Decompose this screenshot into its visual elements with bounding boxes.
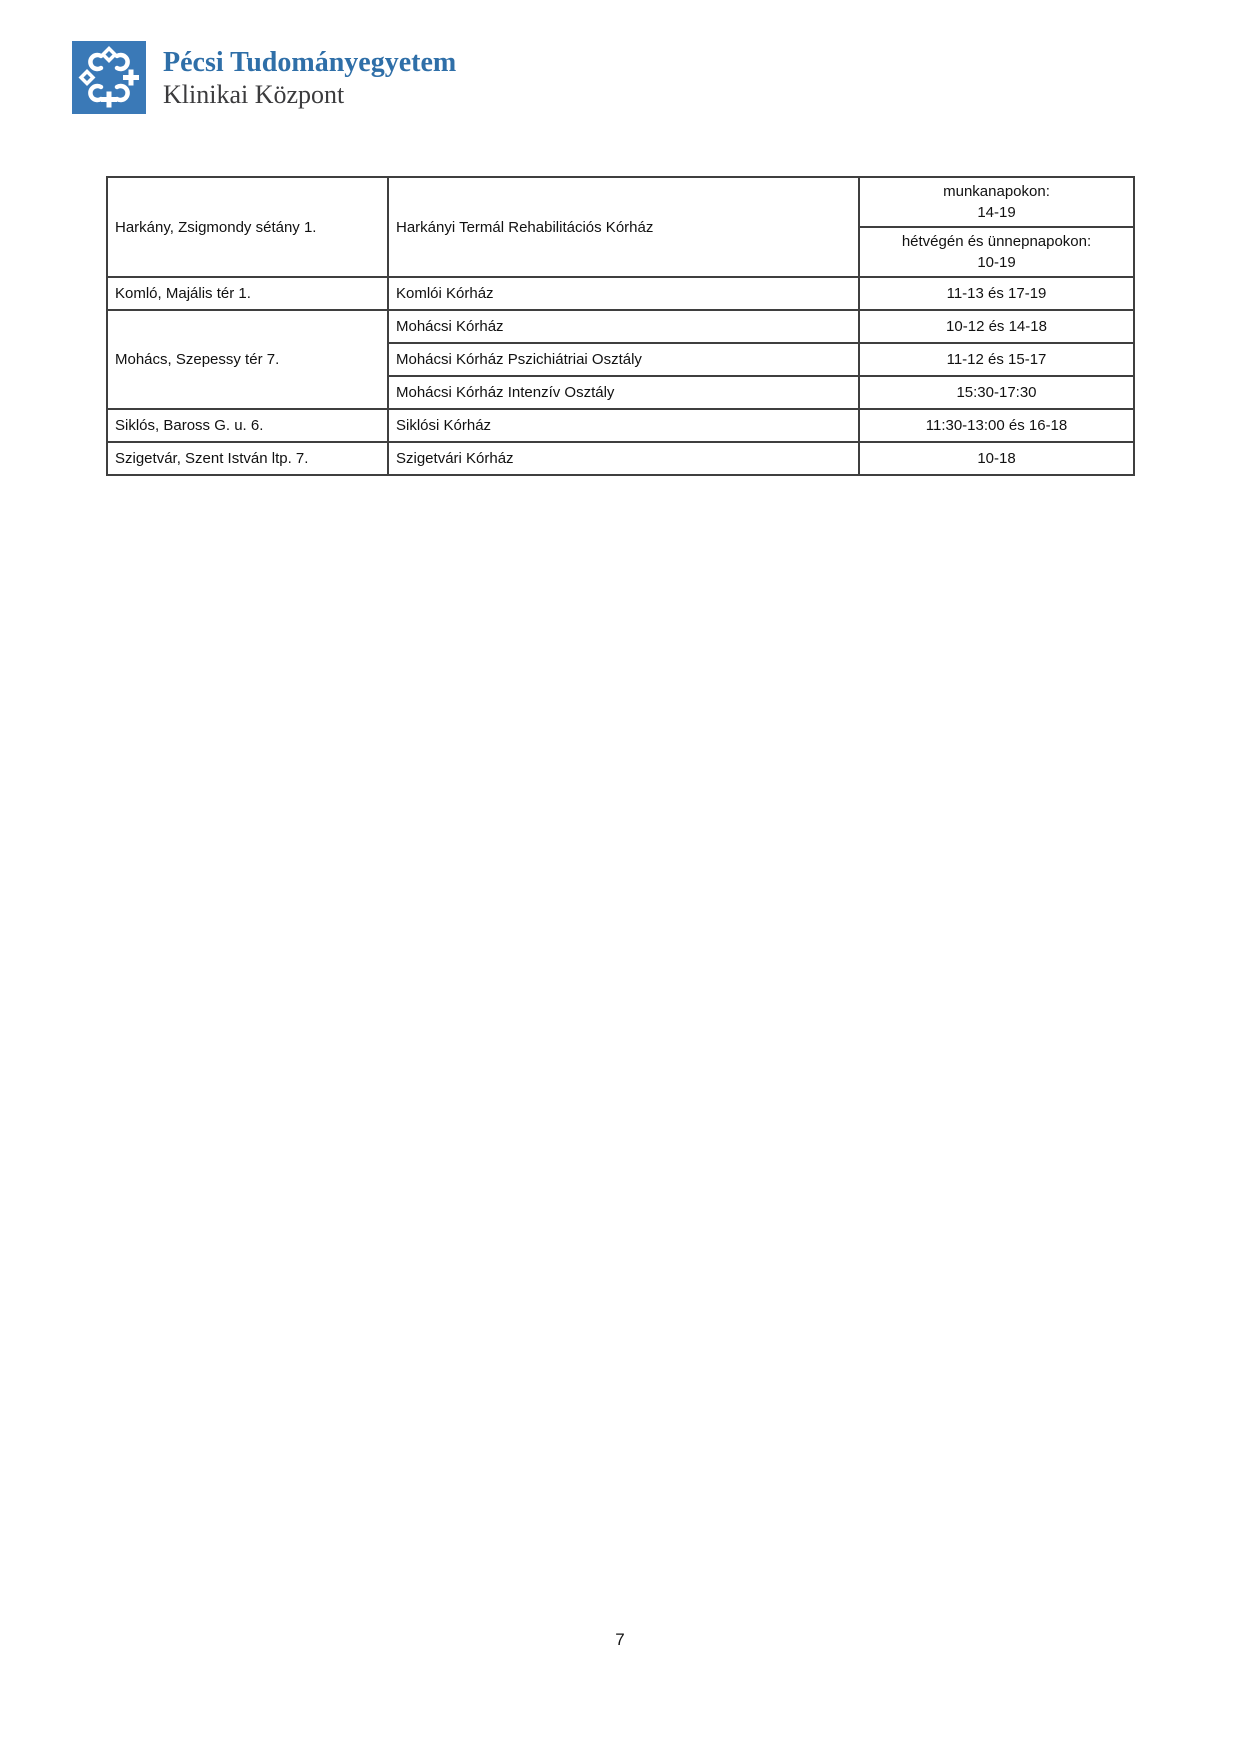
page-number: 7 xyxy=(615,1630,625,1649)
table-row xyxy=(107,310,1134,343)
address-cell: Mohács, Szepessy tér 7. xyxy=(107,310,388,409)
address-cell: Siklós, Baross G. u. 6. xyxy=(107,409,388,442)
address-cell: Komló, Majális tér 1. xyxy=(107,277,388,310)
table-row xyxy=(107,442,1134,475)
hospital-hours-table-body xyxy=(107,177,1134,475)
hours-cell: 11-12 és 15-17 xyxy=(859,343,1134,376)
hours-cell xyxy=(859,227,1134,277)
address-cell: Harkány, Zsigmondy sétány 1. xyxy=(107,177,388,277)
hours-time: 10-19 xyxy=(977,254,1016,271)
hours-cell: 11-13 és 17-19 xyxy=(859,277,1134,310)
pte-logo-icon xyxy=(72,41,146,114)
pte-logo-text xyxy=(163,41,456,114)
hospital-name-cell: Szigetvári Kórház xyxy=(388,442,859,475)
table-row xyxy=(107,277,1134,310)
org-name: Pécsi Tudományegyetem xyxy=(163,47,457,78)
hospital-name-cell: Harkányi Termál Rehabilitációs Kórház xyxy=(388,177,859,277)
hours-cell: 10-18 xyxy=(859,442,1134,475)
address-cell: Szigetvár, Szent István ltp. 7. xyxy=(107,442,388,475)
hospital-name-cell: Siklósi Kórház xyxy=(388,409,859,442)
hospital-name-cell: Mohácsi Kórház Pszichiátriai Osztály xyxy=(388,343,859,376)
hospital-name-cell: Mohácsi Kórház Intenzív Osztály xyxy=(388,376,859,409)
hospital-name-cell: Mohácsi Kórház xyxy=(388,310,859,343)
hours-cell: 10-12 és 14-18 xyxy=(859,310,1134,343)
hours-cell: 11:30-13:00 és 16-18 xyxy=(859,409,1134,442)
table-row xyxy=(107,177,1134,227)
hours-label: hétvégén és ünnepnapokon: xyxy=(901,233,1092,250)
org-subtitle: Klinikai Központ xyxy=(163,80,345,109)
hours-cell xyxy=(859,177,1134,227)
hours-label: munkanapokon: xyxy=(943,183,1050,200)
hospital-name-cell: Komlói Kórház xyxy=(388,277,859,310)
table-row xyxy=(107,409,1134,442)
pte-logo xyxy=(72,41,456,114)
hours-cell: 15:30-17:30 xyxy=(859,376,1134,409)
hospital-hours-table xyxy=(106,176,1135,476)
hours-time: 14-19 xyxy=(977,204,1016,221)
